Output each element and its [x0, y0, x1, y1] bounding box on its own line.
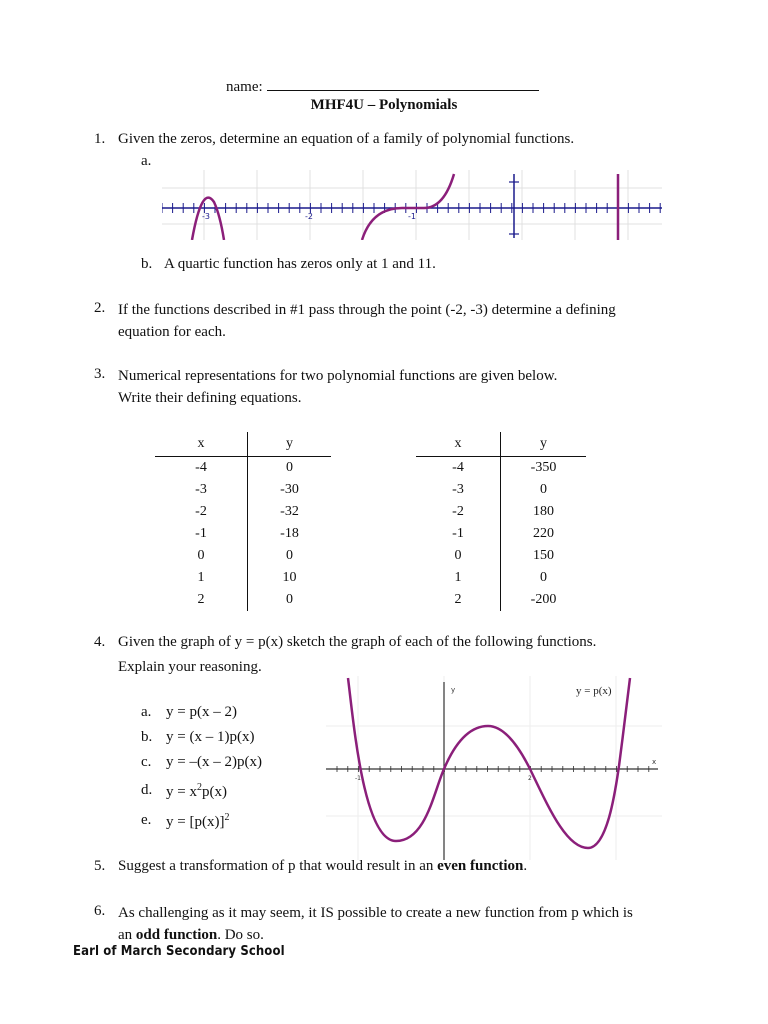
table-header-y: y: [248, 432, 332, 457]
table-row: [416, 501, 586, 523]
q1a-tick-label: -1: [408, 212, 416, 221]
table-cell: 1: [155, 567, 248, 589]
q4-item-a-expr: y = p(x – 2): [166, 704, 237, 720]
table-cell: 2: [416, 589, 501, 611]
q4-line1: Given the graph of y = p(x) sketch the graph of each of the following functions.: [118, 634, 597, 650]
table-row: [416, 523, 586, 545]
table-cell: -2: [155, 501, 248, 523]
table-cell: -1: [416, 523, 501, 545]
table-cell: -4: [416, 457, 501, 480]
q4-x-axis-label: x: [652, 758, 657, 766]
q4-item-b-expr: y = (x – 1)p(x): [166, 729, 255, 745]
page-title: MHF4U – Polynomials: [310, 97, 458, 113]
table-row: [416, 545, 586, 567]
q1-b-text: A quartic function has zeros only at 1 and 11.: [164, 256, 436, 272]
q6-line2: [118, 924, 633, 946]
table-header-row: [155, 432, 331, 457]
table-row: [155, 457, 331, 480]
q4-item-e-expr: [166, 812, 229, 831]
table-cell: -4: [155, 457, 248, 480]
q5-text: [118, 858, 527, 875]
table-row: [416, 567, 586, 589]
q2-line2: equation for each.: [118, 324, 226, 340]
table-row: [155, 523, 331, 545]
q4-line2: Explain your reasoning.: [118, 659, 262, 675]
q6-number: 6.: [94, 903, 106, 919]
q1-number: 1.: [94, 131, 106, 147]
q5-text-pre: Suggest a transformation of p that would result in an: [118, 858, 438, 874]
table-cell: 220: [533, 526, 554, 541]
q6-line1: As challenging as it may seem, it IS possible to create a new function from p which is: [118, 905, 633, 921]
q4-item-d-expr: [166, 782, 227, 801]
q1-text: Given the zeros, determine an equation of a family of polynomial functions.: [118, 131, 575, 147]
table-row: [155, 479, 331, 501]
q5-text-bold: even function: [437, 858, 524, 874]
table-cell: -30: [280, 482, 299, 497]
q1-b-label: b.: [141, 256, 153, 272]
q4-item-a-label: a.: [141, 704, 152, 720]
expr-exponent: 2: [224, 812, 230, 823]
name-blank-line[interactable]: [267, 76, 539, 91]
q2-text: [118, 299, 616, 343]
q1a-graph: [162, 170, 662, 240]
expr-part: p(x): [201, 784, 227, 800]
table-row: [155, 501, 331, 523]
table-cell: 0: [540, 482, 547, 497]
q4-y-axis-label: y: [451, 686, 456, 694]
q4-number: 4.: [94, 634, 106, 650]
q6-text-pre: an: [118, 927, 136, 943]
table-cell: 0: [155, 545, 248, 567]
table-cell: -3: [155, 479, 248, 501]
q2-number: 2.: [94, 300, 106, 316]
table-row: [416, 479, 586, 501]
table-cell: -200: [530, 592, 557, 607]
q3-table-1: [155, 432, 331, 611]
table-cell: 150: [533, 548, 554, 563]
q6-text: [118, 902, 633, 946]
q1-a-label: a.: [141, 153, 152, 169]
q4-tick-label: 2: [528, 775, 532, 782]
q5-number: 5.: [94, 858, 106, 874]
q4-item-b-label: b.: [141, 729, 153, 745]
q3-line2: Write their defining equations.: [118, 390, 302, 406]
table-row: [155, 589, 331, 611]
table-cell: 2: [155, 589, 248, 611]
table-header-x: x: [416, 432, 501, 457]
q2-line1: If the functions described in #1 pass through the point (-2, -3) determine a defining: [118, 302, 616, 318]
q4-item-c-label: c.: [141, 754, 152, 770]
expr-exponent: 2: [196, 782, 202, 793]
table-row: [416, 589, 586, 611]
name-field[interactable]: [226, 76, 539, 96]
table-header-y: y: [501, 432, 587, 457]
name-label: name:: [226, 79, 263, 95]
table-cell: -2: [416, 501, 501, 523]
q4-curve-label: y = p(x): [576, 685, 612, 697]
q1a-tick-label: -2: [305, 212, 313, 221]
q4-tick-label: -1: [355, 775, 361, 782]
q3-table-2: [416, 432, 586, 611]
q4-item-d-label: d.: [141, 782, 153, 798]
q1a-tick-label: -3: [202, 212, 210, 221]
q5-text-post: .: [523, 858, 528, 874]
table-cell: 180: [533, 504, 554, 519]
table-cell: 0: [416, 545, 501, 567]
table-cell: 0: [540, 570, 547, 585]
table-cell: -3: [416, 479, 501, 501]
table-cell: 1: [416, 567, 501, 589]
table-cell: 0: [286, 460, 293, 475]
table-row: [416, 457, 586, 480]
q6-text-post: . Do so.: [217, 927, 264, 943]
q3-number: 3.: [94, 366, 106, 382]
table-row: [155, 545, 331, 567]
table-cell: -32: [280, 504, 299, 519]
table-header-x: x: [155, 432, 248, 457]
expr-part: y = [p(x)]: [166, 814, 225, 830]
q4-graph: [326, 676, 662, 860]
table-cell: -18: [280, 526, 299, 541]
q6-text-bold: odd function: [135, 927, 218, 943]
expr-part: y = x: [166, 784, 197, 800]
q4-item-c-expr: y = –(x – 2)p(x): [166, 754, 262, 770]
table-cell: -350: [530, 460, 557, 475]
table-header-row: [416, 432, 586, 457]
table-row: [155, 567, 331, 589]
table-cell: 0: [286, 592, 293, 607]
q3-text: [118, 365, 557, 409]
footer-school-name: Earl of March Secondary School: [73, 944, 285, 959]
table-cell: -1: [155, 523, 248, 545]
q3-line1: Numerical representations for two polynomial functions are given below.: [118, 368, 558, 384]
table-cell: 10: [282, 570, 297, 585]
q4-item-e-label: e.: [141, 812, 152, 828]
table-cell: 0: [286, 548, 293, 563]
